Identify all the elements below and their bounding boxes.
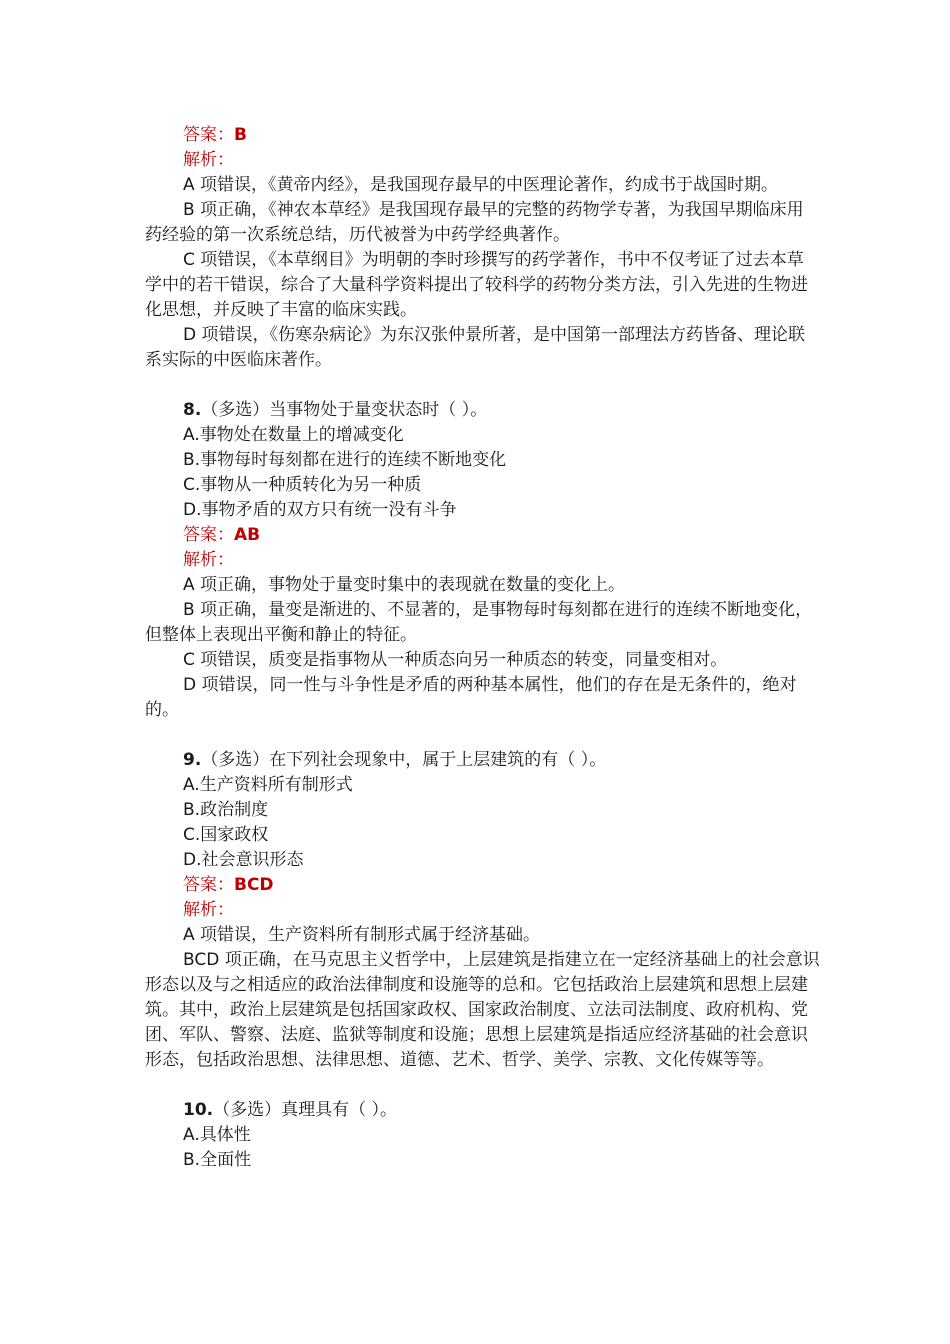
question-stem: 8.（多选）当事物处于量变状态时（ ）。 [183,400,488,420]
option-b: B.政治制度 [183,800,269,820]
option-d: D.事物矛盾的双方只有统一没有斗争 [183,500,457,520]
analysis-item: D 项错误，《伤寒杂病论》为东汉张仲景所著，是中国第一部理法方药皆备、理论联系实际的中医临床著作。 [145,325,805,370]
analysis-item: B 项正确，量变是渐进的、不显著的，是事物每时每刻都在进行的连续不断地变化，但整体上表现出平衡和静止的特征。 [145,600,813,645]
option-d: D.社会意识形态 [183,850,304,870]
analysis-item: D 项错误，同一性与斗争性是矛盾的两种基本属性，他们的存在是无条件的，绝对的。 [145,675,797,720]
analysis-label: 解析： [183,900,234,920]
analysis-item: A 项正确，事物处于量变时集中的表现就在数量的变化上。 [183,575,626,595]
answer-line: 答案：BCD [183,875,274,895]
question-stem: 9.（多选）在下列社会现象中，属于上层建筑的有（ ）。 [183,750,607,770]
analysis-item: B 项正确，《神农本草经》是我国现存最早的完整的药物学专著，为我国早期临床用药经验的第一次系统总结，历代被誉为中药学经典著作。 [145,200,804,245]
analysis-item: C 项错误，质变是指事物从一种质态向另一种质态的转变，同量变相对。 [183,650,728,670]
analysis-label: 解析： [183,150,234,170]
option-b: B.全面性 [183,1150,252,1170]
option-c: C.事物从一种质转化为另一种质 [183,475,422,495]
option-a: A.生产资料所有制形式 [183,775,353,795]
answer-line: 答案：B [183,125,247,145]
analysis-item: C 项错误，《本草纲目》为明朝的李时珍撰写的药学著作，书中不仅考证了过去本草学中的若干错误，综合了大量科学资料提出了较科学的药物分类方法，引入先进的生物进化思想，并反映了丰富的临床实践。 [145,250,808,320]
option-c: C.国家政权 [183,825,269,845]
document-page [145,123,820,1173]
analysis-item: A 项错误，《黄帝内经》，是我国现存最早的中医理论著作，约成书于战国时期。 [183,175,779,195]
option-b: B.事物每时每刻都在进行的连续不断地变化 [183,450,507,470]
option-a: A.事物处在数量上的增减变化 [183,425,404,445]
analysis-item: BCD 项正确，在马克思主义哲学中，上层建筑是指建立在一定经济基础上的社会意识形态以及与之相适应的政治法律制度和设施等的总和。它包括政治上层建筑和思想上层建筑。其中，政治上层建筑是包括国家政权、国家政治制度、立法司法制度、政府机构、党团、军队、警察、法庭、监狱等制度和设施；思想上层建筑是指适应经济基础的社会意识形态，包括政治思想、法律思想、道德、艺术、哲学、美学、宗教、文化传媒等等。 [145,950,820,1070]
question-stem: 10.（多选）真理具有（ ）。 [183,1100,398,1120]
option-a: A.具体性 [183,1125,251,1145]
answer-line: 答案：AB [183,525,261,545]
analysis-label: 解析： [183,550,234,570]
analysis-item: A 项错误，生产资料所有制形式属于经济基础。 [183,925,541,945]
